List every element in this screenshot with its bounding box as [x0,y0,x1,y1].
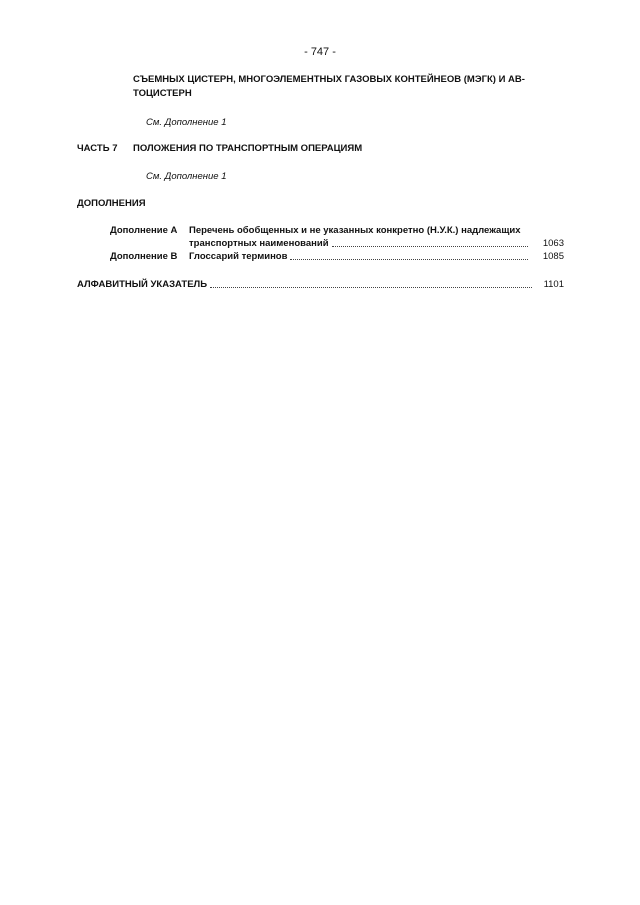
alphabetical-index-toc-entry[interactable] [77,279,535,290]
supplement-b-page: 1085 [542,251,564,262]
alphabetical-index-page: 1101 [543,279,564,290]
dot-leader [290,259,528,260]
section-heading-line2: ТОЦИСТЕРН [133,88,192,99]
supplement-a-page: 1063 [542,238,564,249]
dot-leader [210,287,532,288]
supplement-a-title-line2: транспортных наименований [189,238,329,249]
part7-title: ПОЛОЖЕНИЯ ПО ТРАНСПОРТНЫМ ОПЕРАЦИЯМ [133,143,363,154]
supplement-b-toc-entry[interactable] [189,251,531,262]
supplement-b-title: Глоссарий терминов [189,251,288,262]
page-number: - 747 - [304,46,336,58]
supplement-a-label: Дополнение A [110,225,178,236]
supplements-heading: ДОПОЛНЕНИЯ [77,198,146,209]
dot-leader [332,246,528,247]
part7-see-supplement-note: См. Дополнение 1 [146,171,227,182]
part7-label: ЧАСТЬ 7 [77,143,118,154]
supplement-a-title-line1: Перечень обобщенных и не указанных конкретно (Н.У.К.) надлежащих [189,225,521,236]
alphabetical-index-label: АЛФАВИТНЫЙ УКАЗАТЕЛЬ [77,279,208,290]
supplement-a-toc-entry[interactable] [189,238,531,249]
supplement-b-label: Дополнение B [110,251,178,262]
section-heading-line1: СЪЕМНЫХ ЦИСТЕРН, МНОГОЭЛЕМЕНТНЫХ ГАЗОВЫХ КОНТЕЙНЕОВ (МЭГК) И АВ- [133,74,525,85]
see-supplement-note: См. Дополнение 1 [146,117,227,128]
